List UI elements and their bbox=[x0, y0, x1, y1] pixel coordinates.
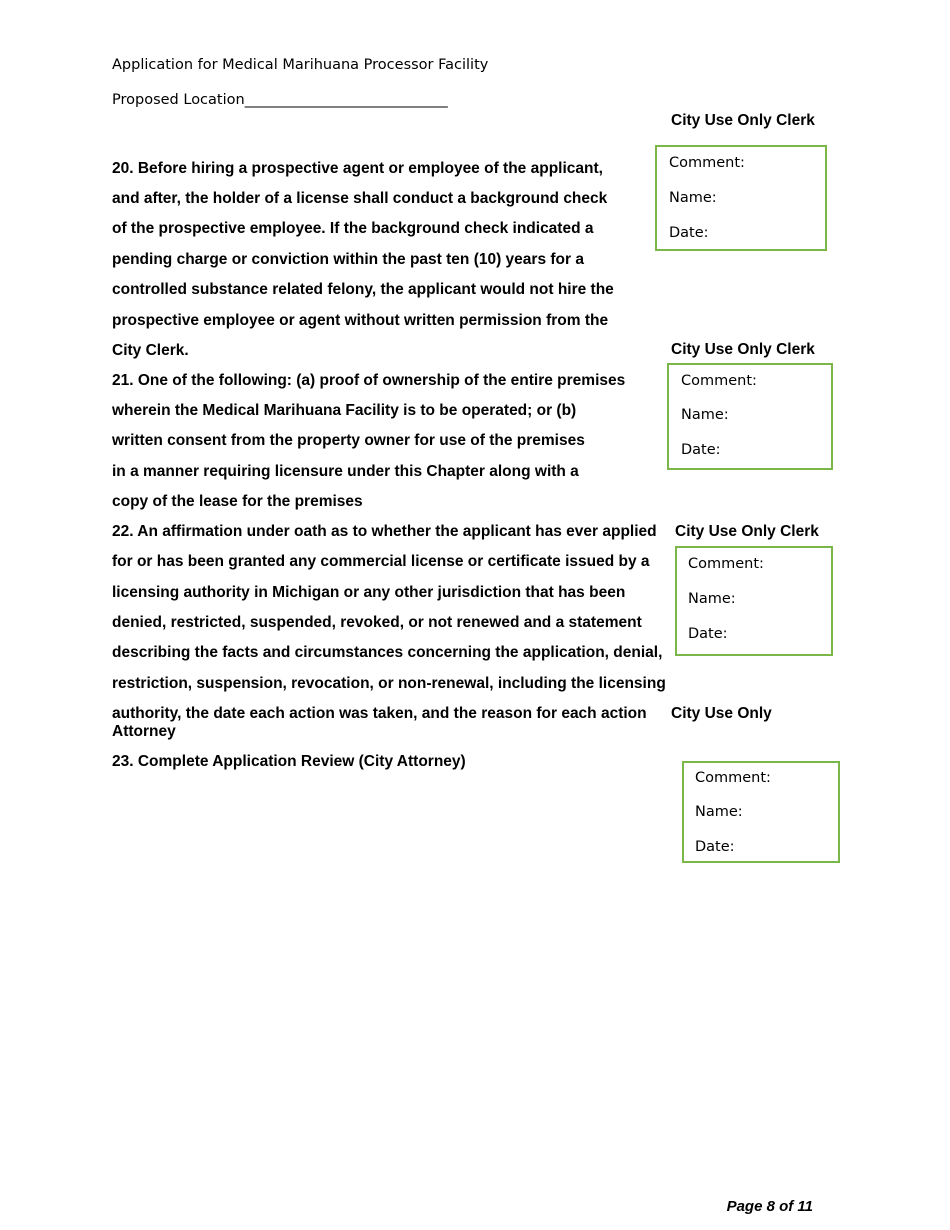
item-22-line-4: denied, restricted, suspended, revoked, or not renewed and a statement bbox=[112, 614, 642, 631]
item-22-line-8: Attorney bbox=[112, 723, 176, 740]
page-number: Page 8 of 11 bbox=[726, 1198, 813, 1215]
item-20-line-3: of the prospective employee. If the background check indicated a bbox=[112, 220, 594, 237]
comment-label: Comment: bbox=[669, 155, 745, 171]
item-21-line-2: wherein the Medical Marihuana Facility is to be operated; or (b) bbox=[112, 402, 577, 419]
date-label: Date: bbox=[681, 442, 721, 458]
item-21-line-1: 21. One of the following: (a) proof of ownership of the entire premises bbox=[112, 372, 626, 389]
name-label: Name: bbox=[681, 407, 729, 423]
item-20-line-1: 20. Before hiring a prospective agent or employee of the applicant, bbox=[112, 160, 603, 177]
name-label: Name: bbox=[688, 591, 736, 607]
item-21-line-5: copy of the lease for the premises bbox=[112, 493, 363, 510]
city-use-only-heading: City Use Only bbox=[671, 705, 772, 722]
item-22-line-6: restriction, suspension, revocation, or non-renewal, including the licensing bbox=[112, 675, 666, 692]
item-20-line-4: pending charge or conviction within the past ten (10) years for a bbox=[112, 251, 584, 268]
date-label: Date: bbox=[669, 225, 709, 241]
item-20-line-7: City Clerk. bbox=[112, 342, 189, 359]
review-box-clerk-3 bbox=[675, 546, 833, 656]
comment-label: Comment: bbox=[681, 373, 757, 389]
name-label: Name: bbox=[695, 804, 743, 820]
review-box-clerk-1 bbox=[655, 145, 827, 251]
city-use-only-heading: City Use Only Clerk bbox=[675, 523, 819, 540]
review-box-attorney bbox=[682, 761, 840, 863]
item-21-line-4: in a manner requiring licensure under this Chapter along with a bbox=[112, 463, 579, 480]
item-22-line-2: for or has been granted any commercial license or certificate issued by a bbox=[112, 553, 650, 570]
name-label: Name: bbox=[669, 190, 717, 206]
document-title: Application for Medical Marihuana Processor Facility bbox=[112, 57, 489, 73]
comment-label: Comment: bbox=[688, 556, 764, 572]
city-use-only-heading: City Use Only Clerk bbox=[671, 341, 815, 358]
item-20-line-2: and after, the holder of a license shall conduct a background check bbox=[112, 190, 608, 207]
item-20-line-5: controlled substance related felony, the applicant would not hire the bbox=[112, 281, 614, 298]
date-label: Date: bbox=[688, 626, 728, 642]
comment-label: Comment: bbox=[695, 770, 771, 786]
city-use-only-heading: City Use Only Clerk bbox=[671, 112, 815, 129]
proposed-location-field[interactable]: Proposed Location____________________________ bbox=[112, 92, 448, 108]
item-22-line-7: authority, the date each action was taken, and the reason for each action bbox=[112, 705, 647, 722]
item-23-line-1: 23. Complete Application Review (City Attorney) bbox=[112, 753, 466, 770]
item-22-line-3: licensing authority in Michigan or any other jurisdiction that has been bbox=[112, 584, 626, 601]
item-22-line-5: describing the facts and circumstances concerning the application, denial, bbox=[112, 644, 663, 661]
item-21-line-3: written consent from the property owner for use of the premises bbox=[112, 432, 585, 449]
item-20-line-6: prospective employee or agent without written permission from the bbox=[112, 312, 609, 329]
item-22-line-1: 22. An affirmation under oath as to whether the applicant has ever applied bbox=[112, 523, 657, 540]
review-box-clerk-2 bbox=[667, 363, 833, 470]
date-label: Date: bbox=[695, 839, 735, 855]
